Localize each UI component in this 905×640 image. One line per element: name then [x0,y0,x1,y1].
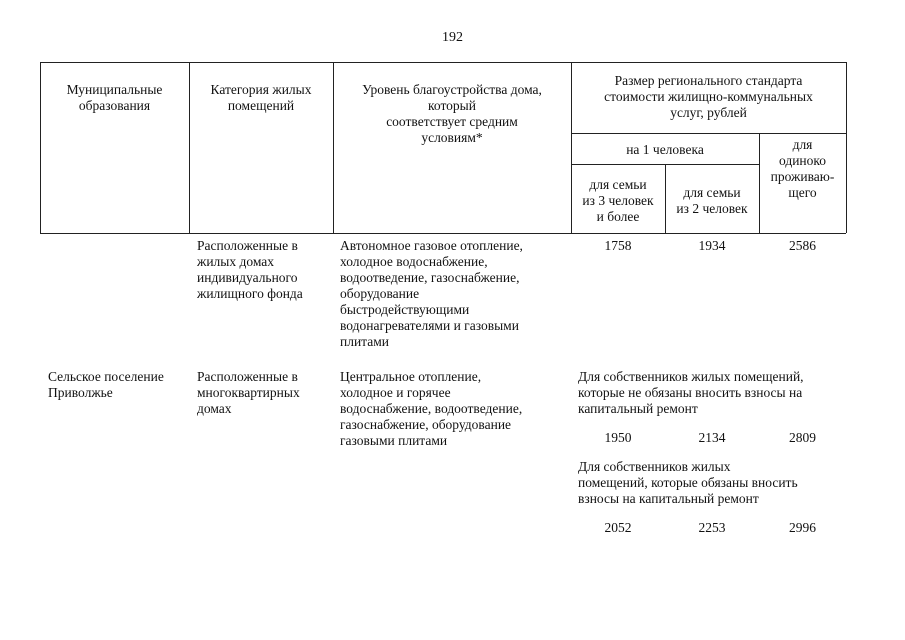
row2-b-value-single: 2996 [789,520,816,535]
row2-b-value-family3: 2052 [604,520,632,535]
row2-a-value-single: 2809 [789,430,816,445]
header-family3: для семьи из 3 человек и более [582,177,654,224]
header-category: Категория жилых помещений [210,82,312,113]
header-divider-1 [571,133,846,134]
row1-value-single: 2586 [789,238,816,253]
header-level: Уровень благоустройства дома, который соответствует средним условиям* [362,82,542,145]
header-bottom-border [40,233,846,234]
row2-a-value-family3: 1950 [604,430,632,445]
header-standard: Размер регионального стандарта стоимости жилищно-коммунальных услуг, рублей [604,73,813,120]
row2-b-value-family2: 2253 [698,520,726,535]
row1-category: Расположенные в жилых домах индивидуального жилищного фонда [197,238,303,301]
row1-level: Автономное газовое отопление, холодное водоснабжение, водоотведение, газоснабжение, оборудование быстродействующими водонагревателями и газовыми плитами [340,238,523,349]
row2-note-contribution: Для собственников жилых помещений, которые обязаны вносить взносы на капитальный ремонт [578,459,798,506]
table-top-border [40,62,846,63]
page-number: 192 [442,30,463,45]
col-line-6 [846,62,847,233]
row1-value-family3: 1758 [604,238,632,253]
header-per-person: на 1 человека [626,142,704,157]
header-municipal: Муниципальные образования [66,82,163,113]
header-family2: для семьи из 2 человек [676,185,748,216]
row2-a-value-family2: 2134 [698,430,726,445]
row2-municipal: Сельское поселение Приволжье [48,369,164,400]
header-single: для одиноко проживаю- щего [770,137,835,200]
row1-value-family2: 1934 [698,238,726,253]
row2-category: Расположенные в многоквартирных домах [197,369,300,416]
row2-level: Центральное отопление, холодное и горячее водоснабжение, водоотведение, газоснабжение, оборудование газовыми плитами [340,369,523,448]
row2-note-no-contribution: Для собственников жилых помещений, которые не обязаны вносить взносы на капитальный ремонт [578,369,804,416]
